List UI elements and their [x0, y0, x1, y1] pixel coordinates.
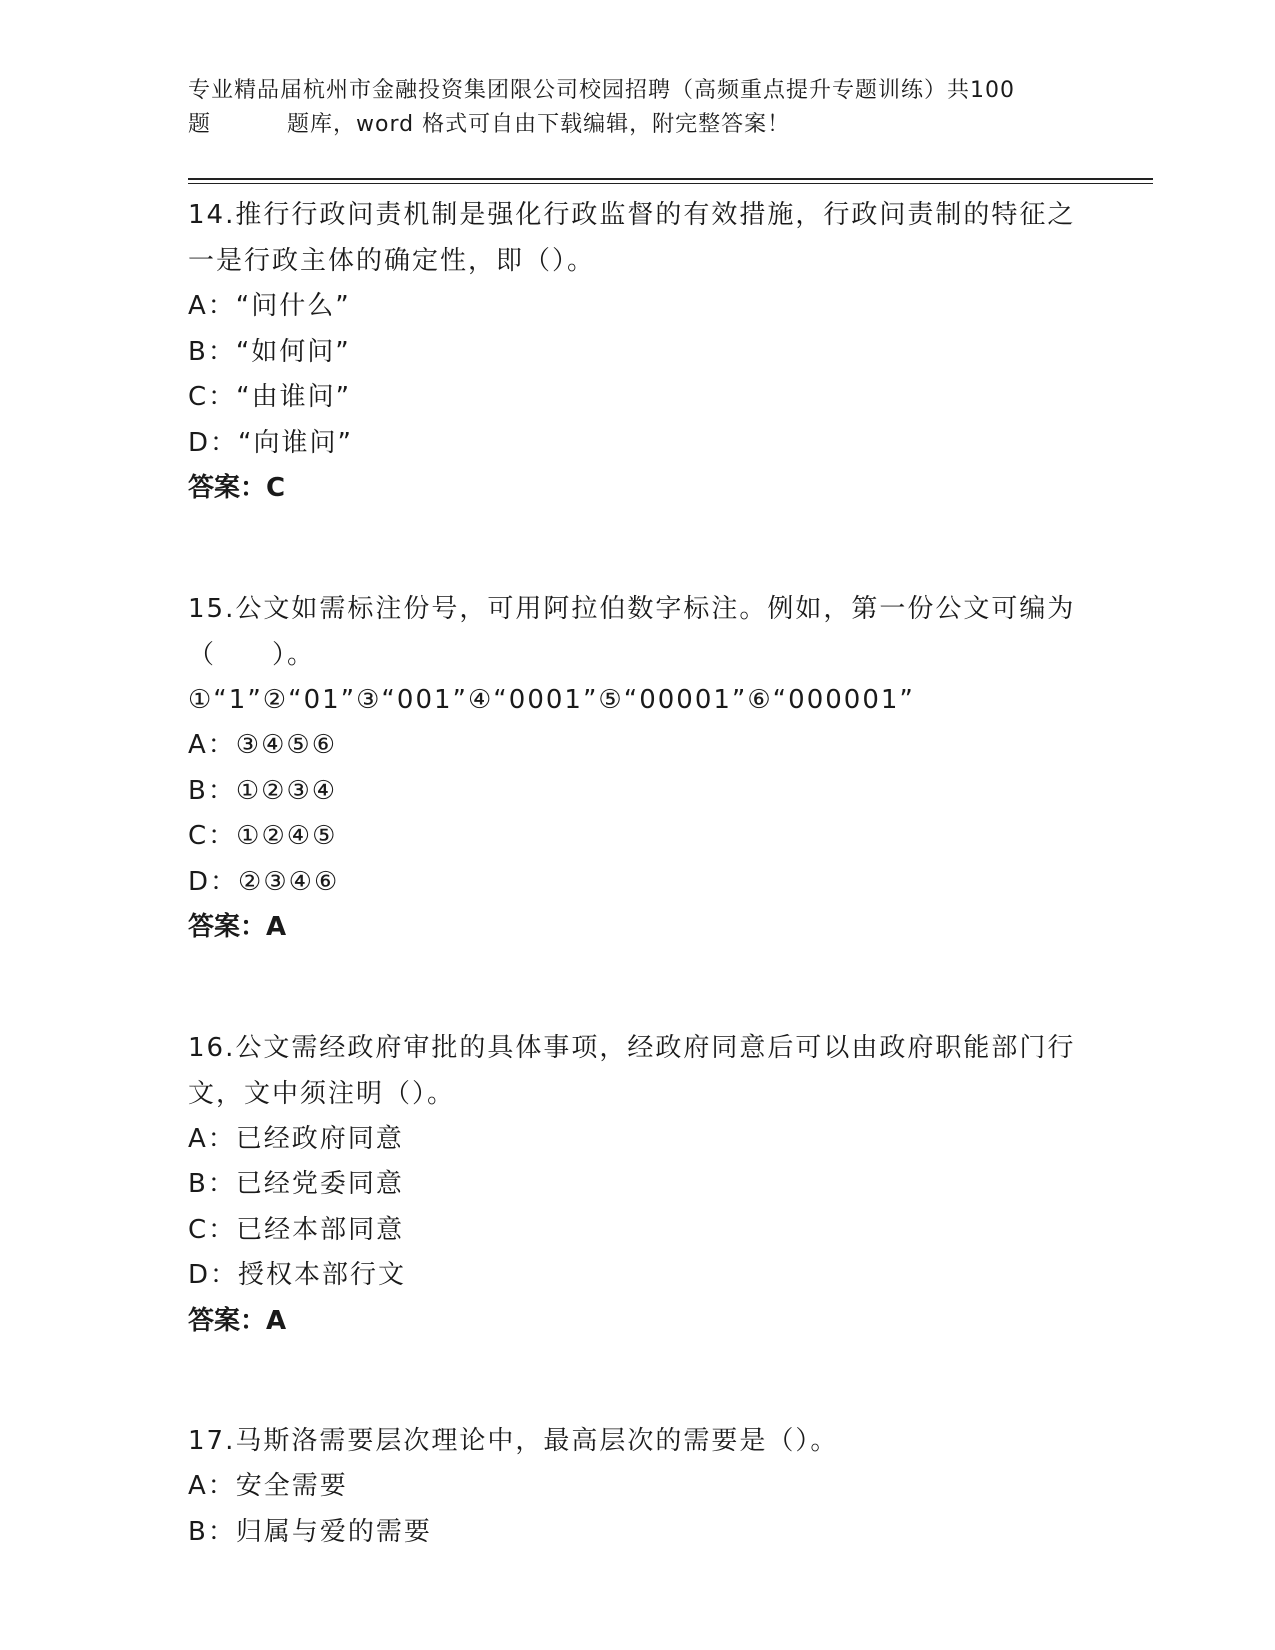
option-c: C：①②④⑤: [188, 821, 338, 851]
header-rule-thin: [188, 183, 1153, 184]
question-extra: ①“1”②“01”③“001”④“0001”⑤“00001”⑥“000001”: [188, 684, 915, 715]
answer: 答案：C: [188, 473, 286, 503]
question-15: [188, 586, 1088, 951]
option-a: A：已经政府同意: [188, 1123, 404, 1154]
option-c: C：已经本部同意: [188, 1214, 405, 1245]
option-d: D：②③④⑥: [188, 866, 340, 897]
header-line-2-end: 题库，word 格式可自由下载编辑，附完整答案！: [287, 112, 791, 137]
question-14: [188, 192, 1088, 512]
question-list: [188, 192, 1088, 1555]
option-b: B：①②③④: [188, 775, 338, 806]
question-16: [188, 1025, 1088, 1345]
answer: 答案：A: [188, 1305, 287, 1336]
header-line-2-start: 题: [188, 112, 212, 137]
question-text: 17.马斯洛需要层次理论中，最高层次的需要是（）。: [188, 1426, 839, 1456]
document-header: [188, 74, 1088, 142]
option-d: D：授权本部行文: [188, 1260, 407, 1290]
answer: 答案：A: [188, 912, 287, 942]
option-b: B：归属与爱的需要: [188, 1516, 432, 1547]
option-c: C：“由谁问”: [188, 382, 352, 412]
option-a: A：“问什么”: [188, 291, 351, 321]
header-line-2: [188, 108, 1088, 142]
question-text: 16.公文需经政府审批的具体事项，经政府同意后可以由政府职能部门行文，文中须注明（）。: [188, 1032, 1076, 1109]
header-line-1: 专业精品届杭州市金融投资集团限公司校园招聘（高频重点提升专题训练）共100: [188, 78, 1015, 103]
question-text: 14.推行行政问责机制是强化行政监督的有效措施，行政问责制的特征之一是行政主体的确定性，即（）。: [188, 200, 1076, 276]
option-d: D：“向谁问”: [188, 427, 353, 458]
header-rule-thick: [188, 178, 1153, 180]
option-b: B：已经党委同意: [188, 1169, 404, 1199]
question-text: 15.公文如需标注份号，可用阿拉伯数字标注。例如，第一份公文可编为（ ）。: [188, 593, 1076, 670]
option-a: A：安全需要: [188, 1471, 348, 1501]
option-b: B：“如何问”: [188, 336, 351, 367]
option-a: A：③④⑤⑥: [188, 730, 338, 760]
question-17: [188, 1418, 1088, 1555]
